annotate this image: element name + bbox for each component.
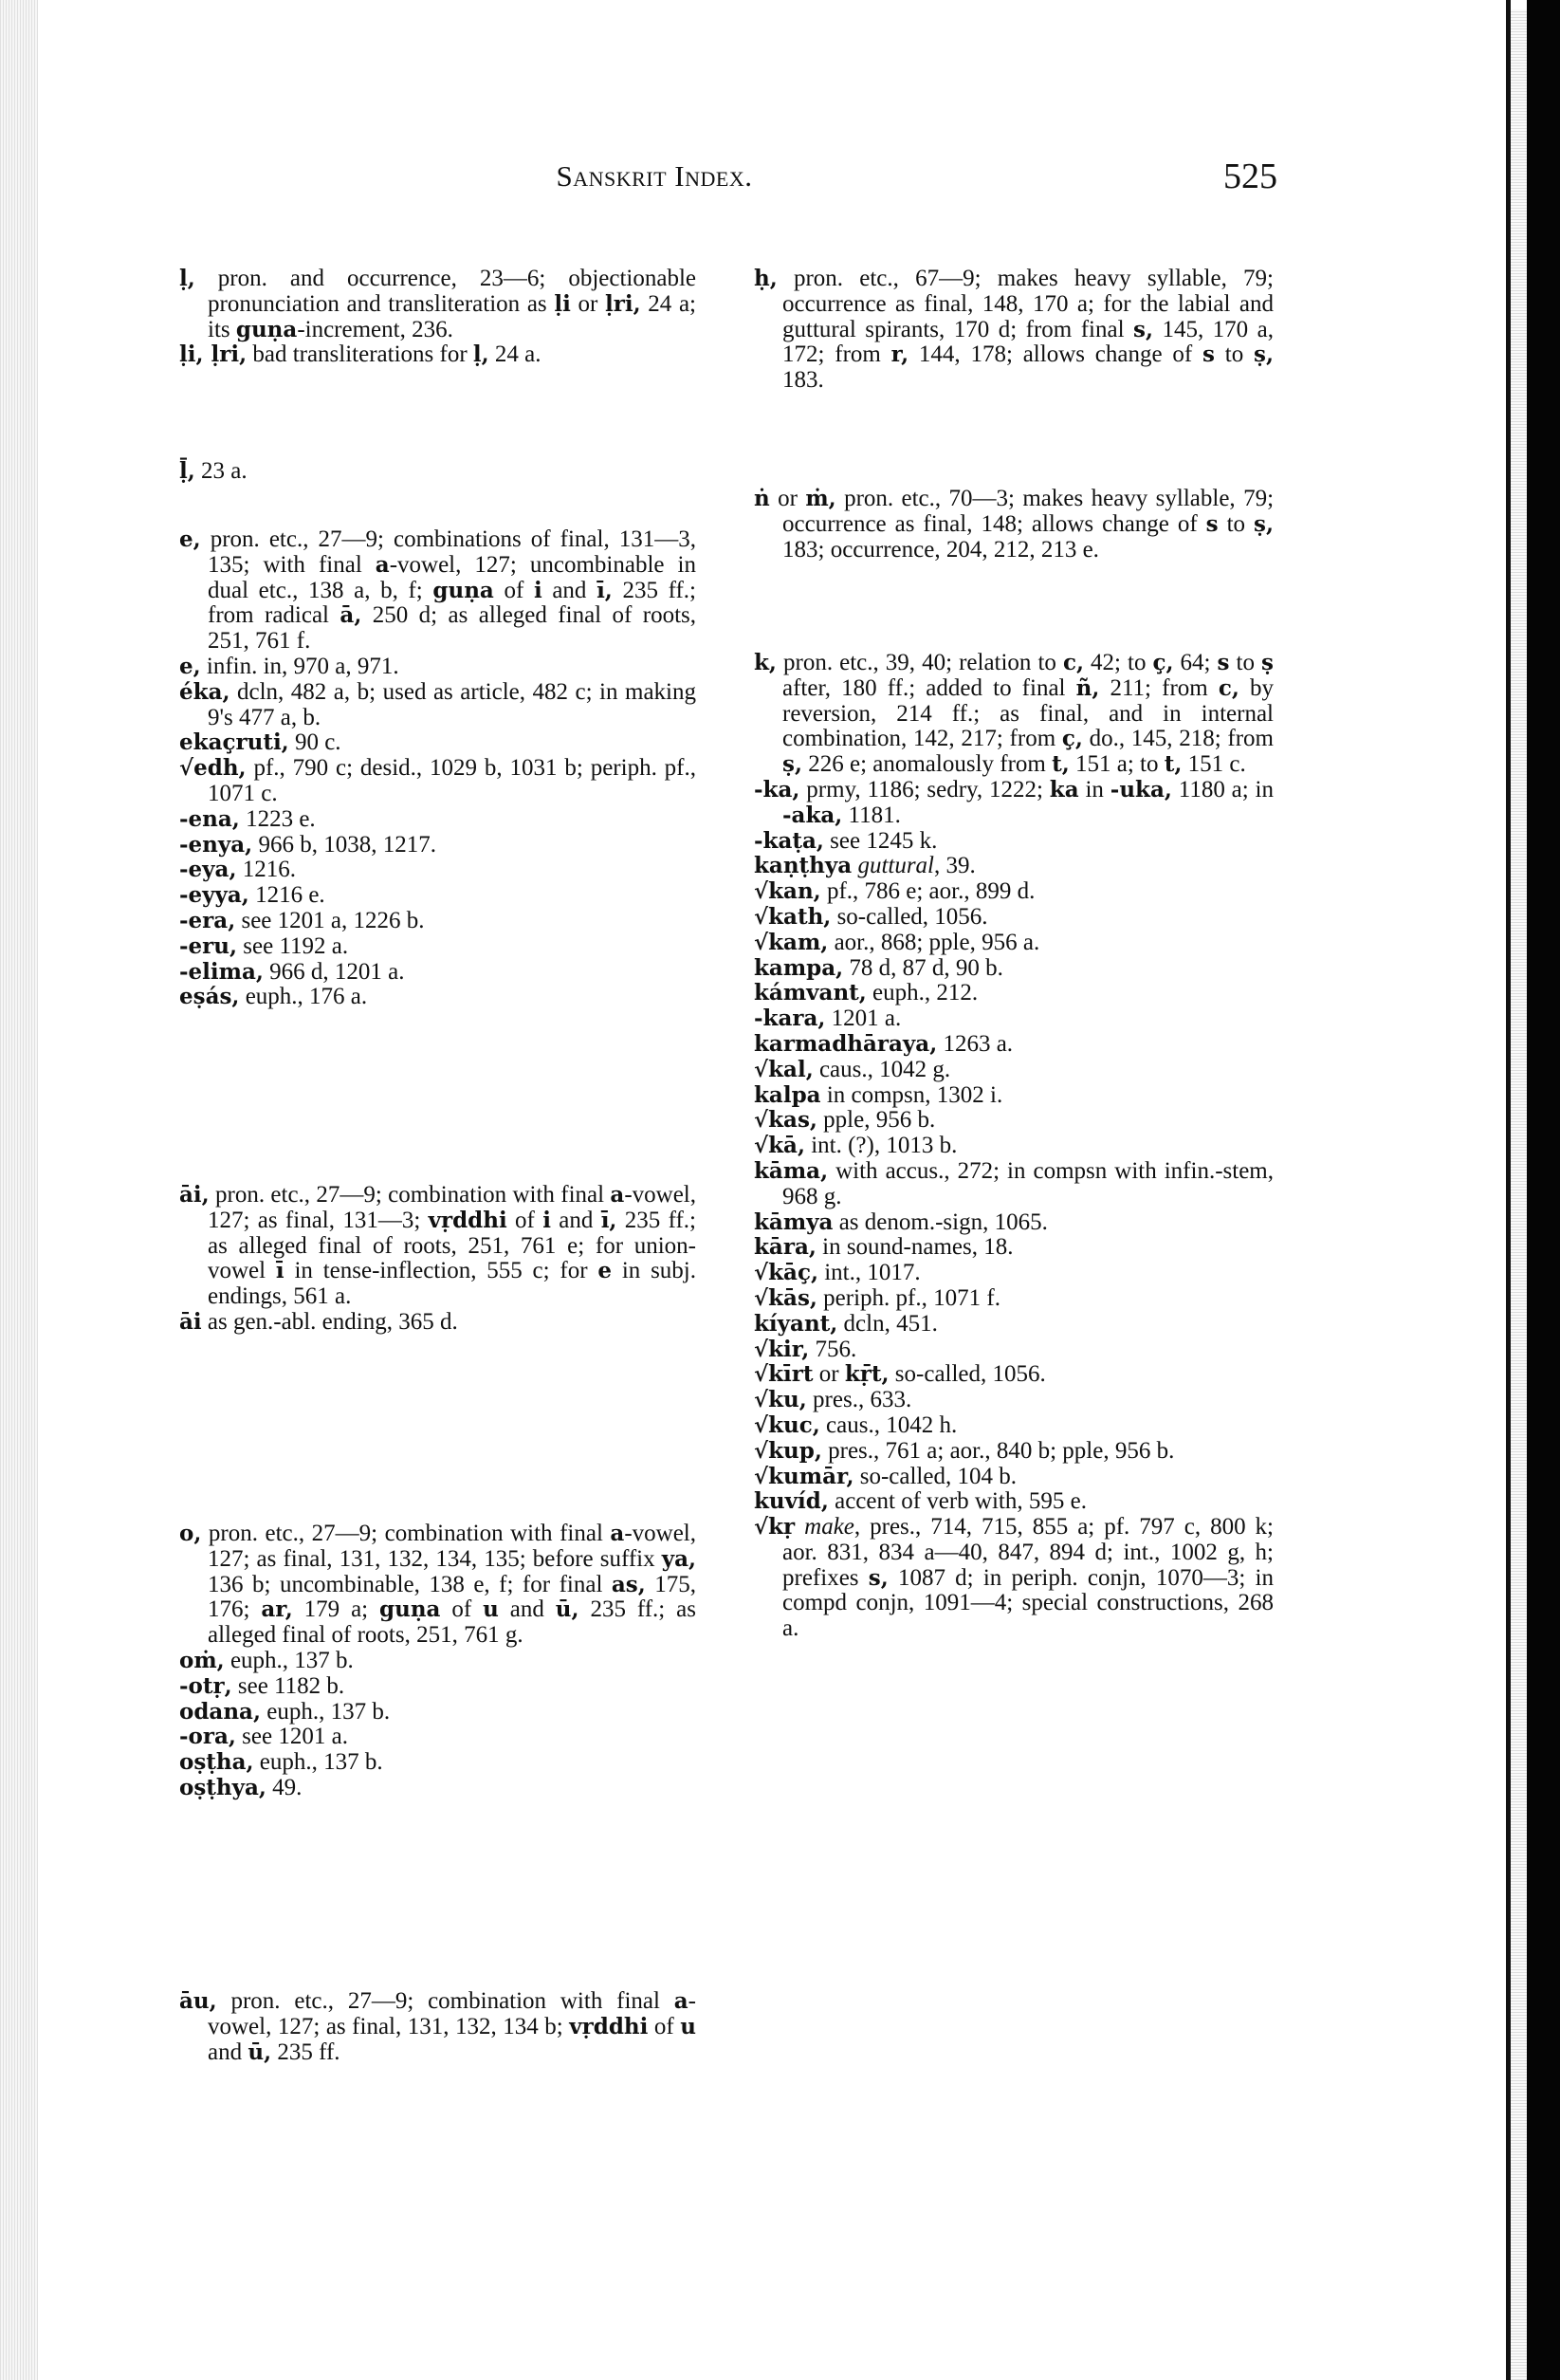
index-entry xyxy=(179,985,696,1010)
headword: kāmya xyxy=(754,1208,834,1235)
entry-text: pple, 956 b. xyxy=(823,1107,936,1134)
index-entry xyxy=(754,1338,1274,1363)
entry-text: 966 b, 1038, 1217. xyxy=(258,831,436,858)
bold-term: -uka, xyxy=(1110,776,1172,803)
entry-text: euph., 137 b. xyxy=(229,1647,354,1673)
index-entry xyxy=(179,934,696,960)
headword: -eru, xyxy=(179,932,238,959)
bold-term: ñ, xyxy=(1075,674,1100,701)
headword: -otṛ, xyxy=(179,1672,232,1699)
index-entry xyxy=(754,1159,1274,1210)
headword: oṣṭha, xyxy=(179,1749,254,1776)
entry-text: int. (?), 1013 b. xyxy=(811,1133,958,1159)
bold-term: guṇa xyxy=(379,1596,441,1623)
entry-text: or xyxy=(778,486,806,511)
entry-text: -vowel, 127; as final, 131, 132, 134, 135; before suffix xyxy=(208,1521,696,1572)
entry-text: int., 1017. xyxy=(824,1260,921,1286)
index-entry xyxy=(754,1413,1274,1439)
index-entry xyxy=(179,807,696,833)
entry-text: and xyxy=(541,577,597,603)
index-entry xyxy=(754,1388,1274,1413)
headword: √kāç, xyxy=(754,1260,818,1286)
index-entry xyxy=(754,1210,1274,1236)
index-entry xyxy=(179,1776,696,1801)
headword: āu, xyxy=(179,1988,217,2014)
entry-text: euph., 212. xyxy=(872,980,979,1006)
bold-term: t, xyxy=(1052,751,1070,778)
bold-term: ṁ, xyxy=(805,486,836,511)
headword: √kā, xyxy=(754,1133,805,1159)
entry-text: pron. etc., 39, 40; relation to xyxy=(783,650,1063,675)
entry-group xyxy=(179,1522,696,1801)
headword: √kath, xyxy=(754,903,832,930)
index-entry xyxy=(754,956,1274,982)
headword: √kas, xyxy=(754,1107,817,1134)
bold-term: -aka, xyxy=(782,802,843,828)
entry-group xyxy=(179,527,696,1010)
entry-text: of xyxy=(440,1596,484,1623)
headword: kíyant, xyxy=(754,1310,838,1337)
index-entry xyxy=(754,1261,1274,1286)
headword: √kās, xyxy=(754,1284,817,1311)
entry-text: , 39. xyxy=(934,853,976,879)
headword: ekaçruti, xyxy=(179,729,289,756)
index-entry xyxy=(754,879,1274,905)
index-entry xyxy=(179,1649,696,1674)
index-entry xyxy=(754,778,1274,829)
entry-text: 151 a; to xyxy=(1069,751,1165,778)
bold-term: vṛddhi xyxy=(428,1207,507,1233)
index-entry xyxy=(179,655,696,680)
bold-term: r, xyxy=(890,341,909,368)
bold-term: c, xyxy=(1218,674,1239,701)
index-entry xyxy=(179,1522,696,1649)
index-entry xyxy=(754,931,1274,956)
entry-text: 23 a. xyxy=(201,458,248,484)
bold-term: a xyxy=(610,1182,625,1208)
entry-text: 175, 176; xyxy=(208,1571,696,1623)
headword: √kam, xyxy=(754,929,829,955)
headword: éka, xyxy=(179,678,230,705)
entry-text: , pres., 714, 715, 855 a; pf. 797 c, 800 k; aor. 831, 834 a—40, 847, 894 d; int., 1002 g, h; prefixes xyxy=(782,1514,1275,1591)
headword: √kal, xyxy=(754,1056,814,1082)
headword: e, xyxy=(179,653,201,679)
bold-term: ṣ, xyxy=(782,751,802,778)
headword: √edh, xyxy=(179,755,247,782)
entry-text: 235 ff.; as alleged final of roots, 251, 761 g. xyxy=(208,1596,696,1649)
entry-text: in subj. endings, 561 a. xyxy=(208,1258,696,1310)
index-entry xyxy=(754,1058,1274,1083)
entry-text: pron. etc., 27—9; combination with final xyxy=(208,1521,611,1546)
entry-text: euph., 176 a. xyxy=(245,984,368,1010)
index-entry xyxy=(179,1674,696,1700)
headword: e, xyxy=(179,526,201,552)
entry-text: 179 a; xyxy=(292,1596,380,1623)
entry-text: pf., 786 e; aor., 899 d. xyxy=(826,878,1036,905)
headword: √kṛ xyxy=(754,1514,796,1541)
bold-term: a xyxy=(375,551,390,578)
headword: √kir, xyxy=(754,1336,810,1362)
index-entry xyxy=(754,1032,1274,1058)
entry-text: pres., 633. xyxy=(813,1387,912,1413)
headword: -kara, xyxy=(754,1006,826,1032)
headword: āi xyxy=(179,1308,202,1335)
entry-text: to xyxy=(1218,510,1255,537)
entry-text: in tense-inflection, 555 c; for xyxy=(284,1258,598,1284)
entry-text: bad transliterations for xyxy=(252,341,473,368)
entry-text: caus., 1042 g. xyxy=(818,1056,951,1082)
headword: √kīrt xyxy=(754,1361,814,1388)
entry-text: aor., 868; pple, 956 a. xyxy=(834,929,1040,955)
headword: √kup, xyxy=(754,1437,822,1464)
headword: kalpa xyxy=(754,1081,821,1108)
headword: ḥ, xyxy=(754,266,778,291)
bold-term: a xyxy=(610,1521,625,1546)
index-entry xyxy=(179,1183,696,1310)
headword: -ora, xyxy=(179,1724,236,1750)
binding-dark xyxy=(1527,0,1560,2380)
bold-term: vṛddhi xyxy=(569,2013,649,2039)
index-entry xyxy=(754,487,1274,563)
entry-group xyxy=(179,1183,696,1336)
index-entry xyxy=(754,1134,1274,1159)
entry-text: to xyxy=(1229,650,1262,675)
headword: ḹ, xyxy=(179,458,195,484)
bold-term: s xyxy=(1217,650,1230,675)
binding-shadow xyxy=(1511,9,1527,2380)
bold-term: ç, xyxy=(1152,650,1174,675)
headword: -ka, xyxy=(754,776,800,803)
index-entry xyxy=(179,1310,696,1336)
index-entry xyxy=(179,730,696,756)
headword: eṣás, xyxy=(179,984,240,1010)
page-edge-left xyxy=(0,0,38,2380)
bold-term: u xyxy=(483,1596,499,1623)
bold-term: ī, xyxy=(596,577,613,603)
entry-text: periph. pf., 1071 f. xyxy=(823,1284,1000,1311)
entry-text: pron. etc., 27—9; combinations of final, 131—3, 135; with final xyxy=(208,526,696,578)
index-entry xyxy=(754,829,1274,855)
entry-text: pron. and occurrence, 23—6; objectionable pronunciation and transliteration as xyxy=(208,266,696,317)
bold-term: ī, xyxy=(600,1207,617,1233)
bold-term: i xyxy=(533,577,542,603)
bold-term: ṣ, xyxy=(1254,510,1274,537)
entry-text: 24 a. xyxy=(488,341,541,368)
headword: -era, xyxy=(179,907,236,933)
entry-text: 1216 e. xyxy=(255,882,325,909)
entry-text: so-called, 104 b. xyxy=(859,1463,1017,1489)
entry-text: 144, 178; allows change of xyxy=(908,341,1203,368)
entry-text: -vowel, 127; uncombinable in dual etc., 138 a, b, f; xyxy=(208,551,696,603)
headword: oṣṭhya, xyxy=(179,1774,266,1800)
index-entry xyxy=(179,1700,696,1725)
entry-text: 1216. xyxy=(242,857,296,883)
index-entry xyxy=(179,527,696,655)
bold-term: ç, xyxy=(1061,726,1083,752)
entry-text: 226 e; anomalously from xyxy=(801,751,1053,778)
entry-text: of xyxy=(506,1207,543,1233)
bold-term: as, xyxy=(611,1571,646,1597)
bold-term: ḷ, xyxy=(472,341,489,368)
entry-text: in compsn, 1302 i. xyxy=(826,1081,1003,1108)
entry-text: 250 d; as alleged final of roots, 251, 761 f. xyxy=(208,602,697,655)
bold-term: ā, xyxy=(340,602,362,629)
entry-text: and xyxy=(550,1207,601,1233)
page-number: 525 xyxy=(1223,157,1277,196)
index-entry xyxy=(754,1465,1274,1490)
entry-text: 1181. xyxy=(842,802,901,828)
bold-term: ḷi xyxy=(554,290,571,317)
index-entry xyxy=(754,905,1274,931)
entry-text: dcln, 451. xyxy=(843,1310,938,1337)
index-entry xyxy=(754,1439,1274,1465)
entry-text: of xyxy=(648,2013,681,2039)
entry-text: 1263 a. xyxy=(943,1030,1014,1057)
entry-text: 78 d, 87 d, 90 b. xyxy=(849,954,1003,981)
entry-text: to xyxy=(1214,341,1255,368)
entry-text: euph., 137 b. xyxy=(266,1698,391,1725)
index-entry xyxy=(754,981,1274,1006)
entry-text: 151 c. xyxy=(1182,751,1246,778)
entry-text: of xyxy=(493,577,534,603)
entry-text: see 1201 a. xyxy=(242,1724,348,1750)
italic-gloss: make xyxy=(804,1514,854,1541)
entry-text: or xyxy=(570,290,605,317)
entry-group xyxy=(754,267,1274,394)
entry-text: 24 a; its xyxy=(208,290,697,342)
index-entry xyxy=(179,858,696,883)
headword: -kaṭa, xyxy=(754,827,824,854)
index-entry xyxy=(754,651,1274,778)
entry-text: 966 d, 1201 a. xyxy=(269,958,405,985)
entry-text: in sound-names, 18. xyxy=(822,1234,1014,1261)
index-entry xyxy=(179,1725,696,1750)
bold-term: e xyxy=(597,1258,613,1284)
entry-text: -vowel, 127; as final, 131—3; xyxy=(208,1182,696,1233)
headword: ḷ, xyxy=(179,266,195,291)
index-entry xyxy=(754,1006,1274,1032)
bold-term: c, xyxy=(1062,650,1084,675)
entry-text: 64; xyxy=(1173,650,1218,675)
index-entry xyxy=(179,883,696,909)
bold-term: ka xyxy=(1049,776,1079,803)
index-entry xyxy=(179,833,696,858)
index-entry xyxy=(754,267,1274,394)
entry-text: pron. etc., 67—9; makes heavy syllable, 79; occurrence as final, 148, 170 a; for the labial and guttural spirants, 170 d; from final xyxy=(782,266,1274,342)
entry-text: as denom.-sign, 1065. xyxy=(838,1208,1048,1235)
headword: oṁ, xyxy=(179,1647,225,1673)
index-entry xyxy=(179,1750,696,1776)
headword: k, xyxy=(754,650,777,675)
bold-term: ū, xyxy=(555,1596,579,1623)
index-entry xyxy=(179,342,696,368)
entry-text: and xyxy=(208,2039,248,2065)
index-entry xyxy=(754,1108,1274,1134)
index-entry xyxy=(754,1286,1274,1312)
headword: āi, xyxy=(179,1182,210,1208)
index-entry xyxy=(179,909,696,934)
entry-text: or xyxy=(818,1361,845,1388)
entry-text: -vowel, 127; as final, 131, 132, 134 b; xyxy=(208,1988,696,2039)
entry-text: 145, 170 a, 172; from xyxy=(782,316,1274,368)
entry-text: 42; to xyxy=(1083,650,1153,675)
entry-text: so-called, 1056. xyxy=(889,1361,1046,1388)
bold-term: t, xyxy=(1164,751,1183,778)
italic-gloss: guttural xyxy=(857,853,935,879)
headword: √kan, xyxy=(754,878,821,905)
entry-text: 756. xyxy=(815,1336,857,1362)
entry-text: pron. etc., 27—9; combination with final xyxy=(230,1988,674,2014)
index-entry xyxy=(179,267,696,342)
entry-text: caus., 1042 h. xyxy=(826,1411,958,1438)
entry-text: pron. etc., 27—9; combination with final xyxy=(215,1182,611,1208)
entry-text: infin. in, 970 a, 971. xyxy=(206,653,399,679)
entry-text: 49. xyxy=(272,1774,303,1800)
bold-term: ī xyxy=(275,1258,284,1284)
entry-text: euph., 137 b. xyxy=(259,1749,383,1776)
bold-term: guṇa xyxy=(432,577,494,603)
bold-term: ū, xyxy=(248,2039,272,2065)
bold-term: ṣ xyxy=(1261,650,1274,675)
index-entry xyxy=(179,459,696,485)
entry-text: -increment, 236. xyxy=(297,316,453,342)
index-entry xyxy=(179,1989,696,2065)
bold-term: ya, xyxy=(661,1545,696,1572)
bold-term: ṣ, xyxy=(1254,341,1274,368)
entry-text: pron. etc., 70—3; makes heavy syllable, 79; occurrence as final, 148; allows change of xyxy=(782,486,1275,537)
entry-text: 235 ff.; from radical xyxy=(208,577,696,629)
index-entry xyxy=(754,854,1274,879)
entry-text: dcln, 482 a, b; used as article, 482 c; in making 9's 477 a, b. xyxy=(208,678,696,730)
headword: -elima, xyxy=(179,958,264,985)
bold-term: guṇa xyxy=(235,316,298,342)
entry-group xyxy=(179,459,696,485)
entry-text: 235 ff. xyxy=(271,2039,340,2065)
bold-term: s xyxy=(1202,341,1215,368)
index-entry xyxy=(754,1083,1274,1109)
index-entry xyxy=(179,756,696,807)
bold-term: s, xyxy=(1133,316,1153,342)
bold-term: i xyxy=(542,1207,551,1233)
headword: -eya, xyxy=(179,857,237,883)
entry-text: 136 b; uncombinable, 138 e, f; for final xyxy=(208,1571,612,1597)
entry-text: as gen.-abl. ending, 365 d. xyxy=(207,1308,458,1335)
entry-text: in xyxy=(1078,776,1110,803)
entry-text: do., 145, 218; from xyxy=(1082,726,1274,752)
headword: -ena, xyxy=(179,805,240,832)
bold-term: kṝt, xyxy=(844,1361,890,1388)
bold-term: ḷri, xyxy=(605,290,641,317)
entry-text: and xyxy=(498,1596,556,1623)
entry-text: 1087 d; in periph. conjn, 1070—3; in compd conjn, 1091—4; special constructions, 268 a. xyxy=(782,1564,1274,1642)
headword: kámvant, xyxy=(754,980,867,1006)
headword: kaṇṭhya xyxy=(754,853,853,879)
headword: ṅ xyxy=(754,486,770,511)
entry-group xyxy=(179,267,696,368)
index-entry xyxy=(754,1235,1274,1261)
running-title: Sanskrit Index. xyxy=(556,159,753,193)
index-entry xyxy=(754,1362,1274,1388)
entry-text: after, 180 ff.; added to final xyxy=(782,674,1076,701)
bold-term: s, xyxy=(868,1564,889,1591)
headword: √kuc, xyxy=(754,1411,820,1438)
entry-text: 1201 a. xyxy=(831,1006,902,1032)
bold-term: s xyxy=(1205,510,1219,537)
entry-text: 1180 a; in xyxy=(1171,776,1275,803)
index-entry xyxy=(754,1515,1274,1642)
entry-text: prmy, 1186; sedry, 1222; xyxy=(806,776,1050,803)
headword: odana, xyxy=(179,1698,261,1725)
bold-term: ar, xyxy=(261,1596,293,1623)
entry-text: see 1192 a. xyxy=(243,932,349,959)
headword: karmadhāraya, xyxy=(754,1030,938,1057)
entry-group xyxy=(754,651,1274,1642)
entry-text: see 1245 k. xyxy=(830,827,938,854)
headword: kuvíd, xyxy=(754,1488,829,1515)
index-entry xyxy=(754,1489,1274,1515)
entry-text: 211; from xyxy=(1099,674,1219,701)
entry-text: 1223 e. xyxy=(246,805,316,832)
bold-term: u xyxy=(680,2013,696,2039)
entry-text: so-called, 1056. xyxy=(836,903,988,930)
headword: kampa, xyxy=(754,954,844,981)
entry-text: 90 c. xyxy=(294,729,341,756)
entry-text: see 1182 b. xyxy=(237,1672,345,1699)
bold-term: a xyxy=(673,1988,688,2014)
entry-text: accent of verb with, 595 e. xyxy=(835,1488,1087,1515)
entry-group xyxy=(179,1989,696,2065)
headword: kāra, xyxy=(754,1234,817,1261)
entry-text: 183; occurrence, 204, 212, 213 e. xyxy=(782,536,1099,563)
entry-group xyxy=(754,487,1274,563)
headword: ḷi, ḷri, xyxy=(179,341,248,368)
entry-text: pf., 790 c; desid., 1029 b, 1031 b; periph. pf., 1071 c. xyxy=(208,755,697,806)
index-entry xyxy=(179,680,696,731)
headword: o, xyxy=(179,1521,202,1546)
entry-text: 183. xyxy=(782,367,824,394)
entry-text: see 1201 a, 1226 b. xyxy=(241,907,425,933)
entry-text: with accus., 272; in compsn with infin.-stem, 968 g. xyxy=(782,1157,1274,1209)
entry-text: pres., 761 a; aor., 840 b; pple, 956 b. xyxy=(828,1437,1175,1464)
headword: kāma, xyxy=(754,1157,829,1184)
entry-text: 235 ff.; as alleged final of roots, 251, 761 e; for union-vowel xyxy=(208,1207,696,1284)
headword: √kumār, xyxy=(754,1463,854,1489)
index-entry xyxy=(179,960,696,986)
headword: -eyya, xyxy=(179,882,249,909)
headword: -enya, xyxy=(179,831,253,858)
headword: √ku, xyxy=(754,1387,807,1413)
entry-text: by reversion, 214 ff.; as final, and in internal combination, 142, 217; from xyxy=(782,674,1274,752)
index-entry xyxy=(754,1312,1274,1338)
